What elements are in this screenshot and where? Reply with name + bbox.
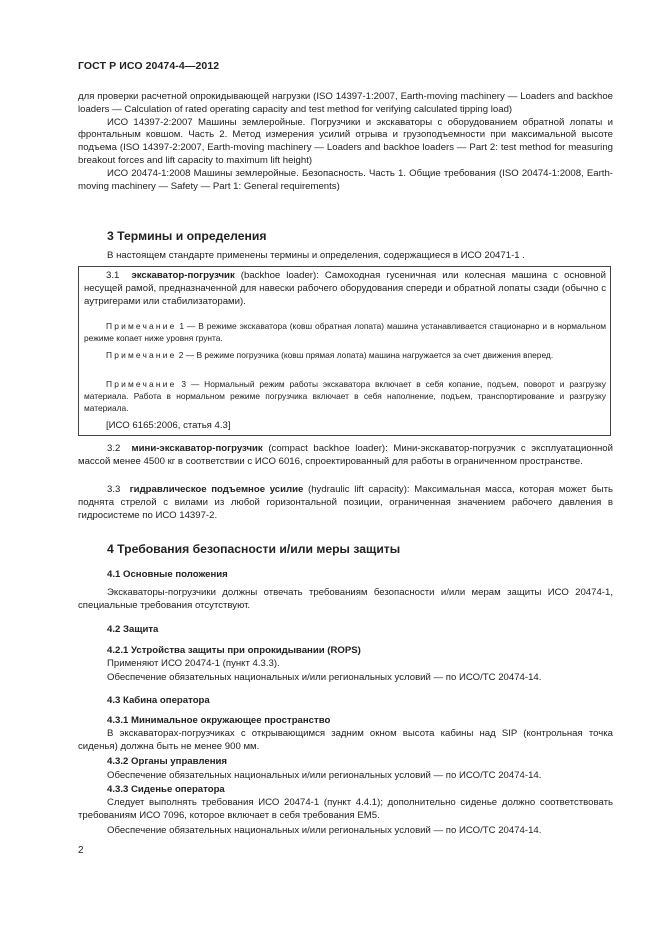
term-definition: (hydraulic lift capacity): Максимальная масса, которая может быть поднята стрелой с вилами из любой горизонтальной позиции, ограниченная значением рабочего давления в гидросистеме по ИСО 14397-2. (78, 484, 613, 521)
term-definition: (backhoe loader): Самоходная гусеничная или колесная машина с основной несущей рамой, предназначенной для навески рабочего оборудования спереди и обратной лопаты сзади (обычно с аутригерами или стабилизаторами). (84, 270, 606, 307)
subsection-4-3-2-title: 4.3.2 Органы управления (107, 756, 228, 767)
subsection-4-2-1-text: Обеспечение обязательных национальных и/или региональных условий — по ИСО/ТС 20474-14. (107, 672, 542, 683)
note-3 (84, 378, 606, 415)
section-3-intro: В настоящем стандарте применены термины и определения, содержащиеся в ИСО 20471-1 . (107, 250, 525, 261)
subsection-4-3-3-text: Обеспечение обязательных национальных и/или региональных условий — по ИСО/ТС 20474-14. (107, 825, 542, 836)
subsection-4-2-1-title: 4.2.1 Устройства защиты при опрокидывании (ROPS) (107, 645, 361, 656)
subsection-4-3-title: 4.3 Кабина оператора (107, 695, 210, 706)
reference-paragraph: для проверки расчетной опрокидывающей нагрузки (ISO 14397-1:2007, Earth-moving machinery — Loaders and backhoe loaders — Calculation of rated operating capacity and test method for verifying calculated tipping load) (78, 91, 613, 115)
note-label: Примечание (106, 350, 177, 360)
subsection-4-3-2-text: Обеспечение обязательных национальных и/или региональных условий — по ИСО/ТС 20474-14. (107, 770, 542, 781)
term-source: [ИСО 6165:2006, статья 4.3] (106, 420, 231, 431)
note-2 (84, 349, 606, 361)
section-4-title: 4 Требования безопасности и/или меры защиты (107, 542, 401, 556)
document-header: ГОСТ Р ИСО 20474-4—2012 (78, 60, 220, 72)
term-3-2 (78, 443, 613, 469)
subsection-4-1-text: Экскаваторы-погрузчики должны отвечать требованиям безопасности и/или мерам защиты ИСО 20474-1, специальные требования отсутствуют. (78, 587, 613, 611)
term-name: гидравлическое подъемное усилие (129, 484, 304, 495)
reference-paragraph: ИСО 14397-2:2007 Машины землеройные. Погрузчики и экскаваторы с оборудованием обратной лопаты и фронтальным ковшом. Часть 2. Метод измерения усилий отрыва и грузоподъемности при максимальной высоте подъема (ISO 14397-2:2007, Earth-moving machinery — Loaders and backhoe loaders — Part 2: test method for measuring breakout forces and lift capacity to maximum lift height) (78, 116, 613, 166)
term-3-3 (78, 484, 613, 522)
note-label: Примечание (106, 379, 177, 389)
subsection-4-3-3-title: 4.3.3 Сиденье оператора (107, 784, 225, 795)
subsection-4-3-3-text: Следует выполнять требования ИСО 20474-1 (пункт 4.4.1); дополнительно сиденье должно соответствовать требованиям ИСО 7096, которое включает в себя требования ЕМ5. (78, 797, 613, 821)
term-number: 3.1 (106, 270, 120, 281)
note-text: 1 — В режиме экскаватора (ковш обратная лопата) машина устанавливается стационарно и в нормальном режиме копает ниже уровня грунта. (84, 321, 606, 344)
subsection-4-2-1-text: Применяют ИСО 20474-1 (пункт 4.3.3). (107, 658, 280, 669)
reference-paragraph: ИСО 20474-1:2008 Машины землеройные. Безопасность. Часть 1. Общие требования (ISO 20474-1:2008, Earth-moving machinery — Safety — Part 1: General requirements) (78, 167, 613, 192)
term-name: мини-экскаватор-погрузчик (131, 443, 263, 454)
note-text: 2 — В режиме погрузчика (ковш прямая лопата) машина нагружается за счет движения вперед. (176, 350, 554, 360)
note-1 (84, 320, 606, 344)
term-definition: (compact backhoe loader): Мини-экскаватор-погрузчик с эксплуатационной массой менее 4500 кг в соответствии с ИСО 6016, спроектированный для работы в ограниченном пространстве. (78, 443, 613, 467)
note-label: Примечание (106, 321, 177, 331)
subsection-4-1-title: 4.1 Основные положения (107, 569, 228, 580)
subsection-4-2-title: 4.2 Защита (107, 624, 159, 635)
page-number: 2 (78, 845, 84, 856)
references-block (78, 91, 613, 193)
note-text: 3 — Нормальный режим работы экскаватора включает в себя копание, подъем, поворот и разгрузку материала. Работа в нормальном режиме погрузчика включает в себя наполнение, подъем, транспортирование и разгрузку материала. (84, 379, 606, 414)
subsection-4-3-1-text: В экскаваторах-погрузчиках с открывающимся задним окном высота кабины над SIP (контрольная точка сиденья) должна быть не менее 900 мм. (78, 728, 613, 752)
term-name: экскаватор-погрузчик (131, 270, 235, 281)
subsection-4-3-1-title: 4.3.1 Минимальное окружающее пространство (107, 715, 331, 726)
section-3-title: 3 Термины и определения (107, 229, 267, 243)
term-number: 3.2 (107, 443, 121, 454)
term-number: 3.3 (107, 484, 121, 495)
term-3-1 (84, 270, 606, 308)
